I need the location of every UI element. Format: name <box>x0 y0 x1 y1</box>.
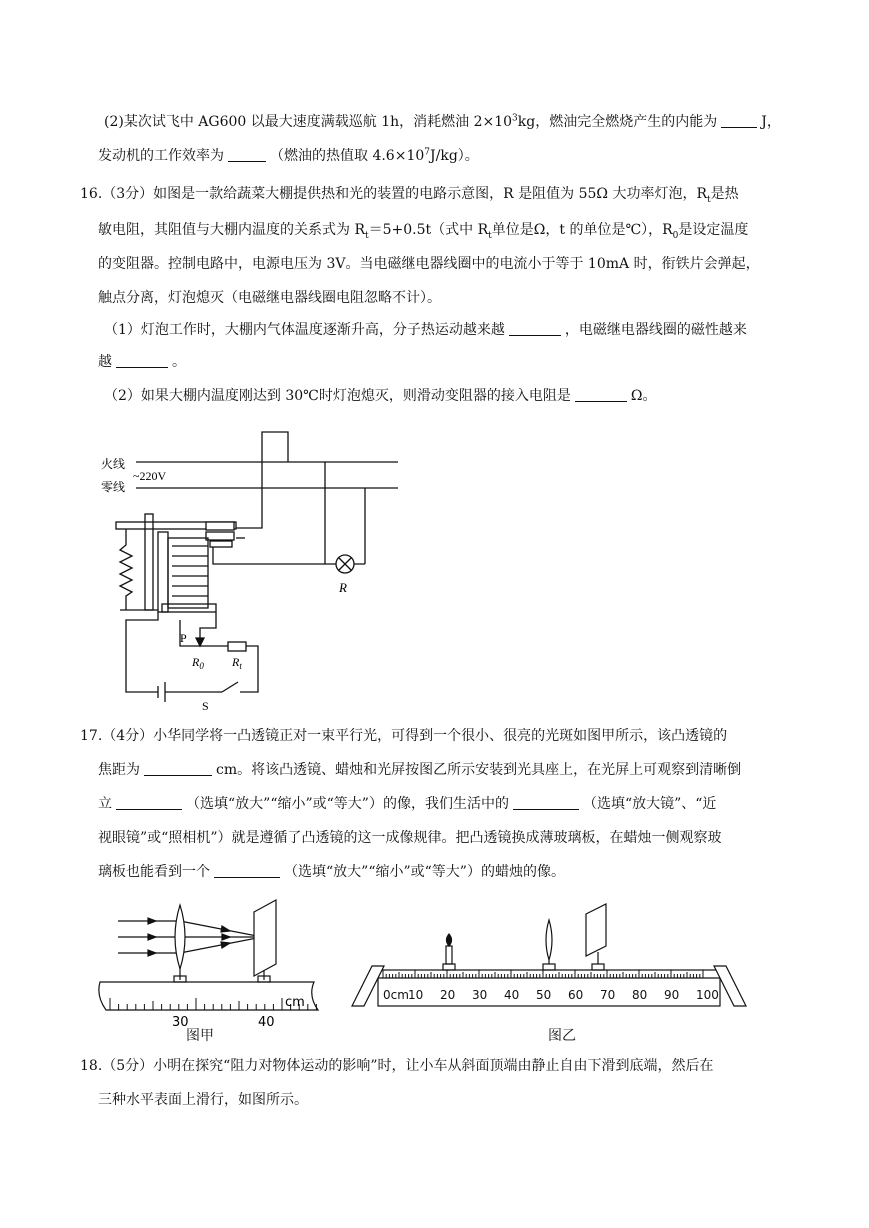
tick-label-30: 30 <box>172 1015 189 1030</box>
rt-label: $R_t$ <box>232 655 242 671</box>
q17-line3: 立 （选填“放大”“缩小”或“等大”）的像，我们生活中的 （选填“放大镜”、“近 <box>98 796 717 812</box>
q16-line1: 16.（3分）如图是一款给蔬菜大棚提供热和光的装置的电路示意图，R 是阻值为 55Ω 大功率灯泡，$R_t$是热 <box>80 186 739 205</box>
q17-line5: 璃板也能看到一个 （选填“放大”“缩小”或“等大”）的蜡烛的像。 <box>98 864 565 880</box>
q15-2-line2: 发动机的工作效率为 （燃油的热值取 $4.6\times 10^7J/kg$）。 <box>98 147 479 164</box>
q15-2-line1: (2)某次试飞中 AG600 以最大速度满载巡航 1h，消耗燃油 $2\times 10^3kg$，燃油完全燃烧产生的内能为 J， <box>104 113 781 130</box>
q18-line2: 三种水平表面上滑行，如图所示。 <box>98 1092 308 1108</box>
switch-label: S <box>202 699 209 713</box>
neutral-wire-label: 零线 <box>101 480 126 494</box>
lamp-label: R <box>339 580 347 595</box>
bench-tick-label: 40 <box>504 988 520 1002</box>
bench-tick-label: 70 <box>600 988 616 1002</box>
bench-tick-label: 0cm <box>383 988 409 1002</box>
q17-line1: 17.（4分）小华同学将一凸透镜正对一束平行光，可得到一个很小、很亮的光斑如图甲所示，该凸透镜的 <box>80 728 728 744</box>
slider-label: P <box>180 631 187 645</box>
q16-line4: 触点分离，灯泡熄灭（电磁继电器线圈电阻忽略不计）。 <box>98 290 441 306</box>
q17-line2: 焦距为 cm。将该凸透镜、蜡烛和光屏按图乙所示安装到光具座上，在光屏上可观察到清晰倒 <box>98 762 742 778</box>
bench-tick-label: 80 <box>632 988 648 1002</box>
bench-tick-label: 90 <box>664 988 680 1002</box>
r0-label: $R_0$ <box>192 655 204 671</box>
q16-sub1-line2: 越 。 <box>98 354 186 370</box>
q16-line2: 敏电阻，其阻值与大棚内温度的关系式为 $R_t=5+0.5t$（式中 $R_t$单位是Ω，t 的单位是℃），$R_0$是设定温度 <box>98 222 749 241</box>
bench-tick-label: 50 <box>536 988 552 1002</box>
caption-jia: 图甲 <box>186 1028 214 1044</box>
unit-label: cm <box>285 995 305 1010</box>
bench-tick-label: 20 <box>440 988 456 1002</box>
caption-yi: 图乙 <box>548 1028 576 1044</box>
q16-sub1-line1: （1）灯泡工作时，大棚内气体温度逐渐升高，分子热运动越来越 ，电磁继电器线圈的磁性越来 <box>104 322 747 338</box>
q16-sub2: （2）如果大棚内温度刚达到 30℃时灯泡熄灭，则滑动变阻器的接入电阻是 Ω。 <box>104 388 657 404</box>
q17-line4: 视眼镜”或“照相机”）就是遵循了凸透镜的这一成像规律。把凸透镜换成薄玻璃板，在蜡烛一侧观察玻 <box>98 830 722 846</box>
bench-tick-label: 10 <box>408 988 424 1002</box>
tick-label-40: 40 <box>258 1015 275 1030</box>
q18-line1: 18.（5分）小明在探究“阻力对物体运动的影响”时，让小车从斜面顶端由静止自由下滑到底端，然后在 <box>80 1058 714 1074</box>
q16-line3: 的变阻器。控制电路中，电源电压为 3V。当电磁继电器线圈中的电流小于等于 10mA 时，衔铁片会弹起， <box>98 256 760 272</box>
bench-tick-label: 30 <box>472 988 488 1002</box>
bench-tick-label: 100 <box>696 988 719 1002</box>
bench-tick-label: 60 <box>568 988 584 1002</box>
voltage-label: ~220V <box>133 469 167 483</box>
live-wire-label: 火线 <box>101 457 126 471</box>
